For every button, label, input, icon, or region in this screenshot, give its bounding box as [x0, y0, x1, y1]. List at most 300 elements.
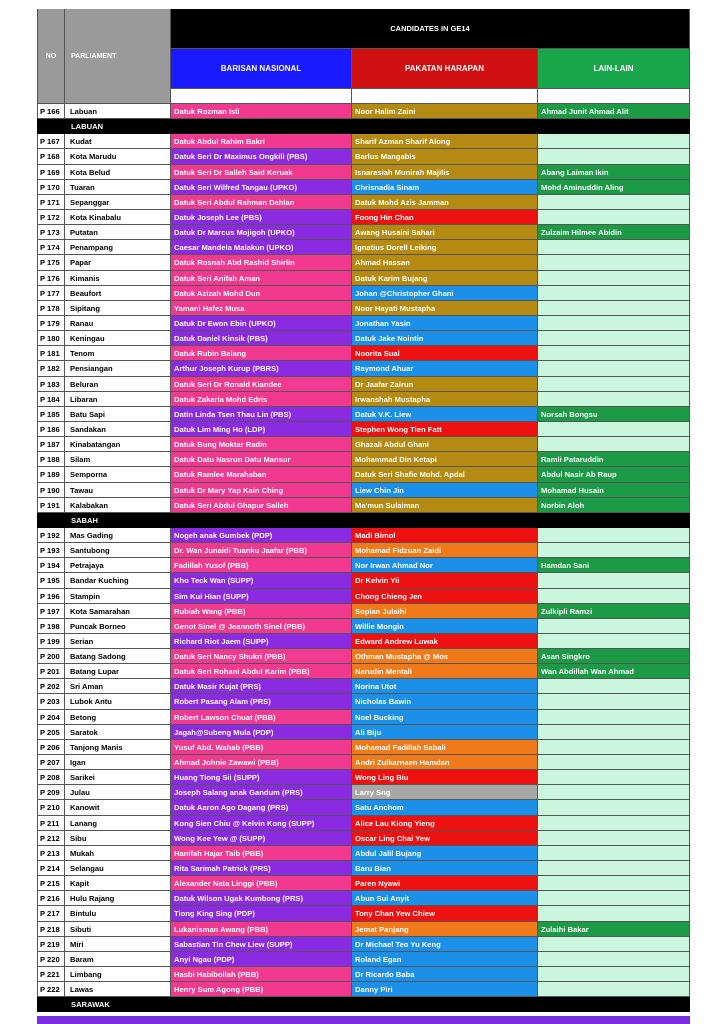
- bn-candidate: Ahmad Johnie Zawawi (PBB): [171, 755, 352, 770]
- parliament-name: Igan: [65, 755, 171, 770]
- bn-candidate: Arthur Joseph Kurup (PBRS): [171, 361, 352, 376]
- bn-candidate: Datuk Seri Nancy Shukri (PBB): [171, 649, 352, 664]
- ph-candidate: Oscar Ling Chai Yew: [352, 831, 538, 846]
- parliament-no: P 177: [37, 286, 65, 301]
- parliament-name: Kimanis: [65, 271, 171, 286]
- other-candidate: [538, 589, 690, 604]
- other-candidate: [538, 679, 690, 694]
- region-label: LABUAN: [71, 122, 104, 132]
- table-row: [37, 165, 690, 180]
- ph-candidate: Noorita Sual: [352, 346, 538, 361]
- bn-candidate: Datuk Seri Wilfred Tangau (UPKO): [171, 180, 352, 195]
- parliament-no: P 220: [37, 952, 65, 967]
- region-label: SABAH: [71, 515, 99, 525]
- bn-candidate: Datuk Seri Dr Maximus Ongkili (PBS): [171, 149, 352, 164]
- other-candidate: [538, 725, 690, 740]
- parliament-name: Betong: [65, 710, 171, 725]
- ph-candidate: Liew Chin Jin: [352, 483, 538, 498]
- table-row: [37, 831, 690, 846]
- parliament-name: Ranau: [65, 316, 171, 331]
- bn-candidate: Datuk Seri Abdul Rahman Dahlan: [171, 195, 352, 210]
- bn-candidate: Datuk Daniel Kinsik (PBS): [171, 331, 352, 346]
- parliament-no: P 221: [37, 967, 65, 982]
- table-row: [37, 149, 690, 164]
- table-row: [37, 452, 690, 467]
- parliament-no: P 185: [37, 407, 65, 422]
- table-row: [37, 589, 690, 604]
- table-row: [37, 573, 690, 588]
- ph-candidate: Abun Sui Anyit: [352, 891, 538, 906]
- ph-candidate: Dr Ricardo Baba: [352, 967, 538, 982]
- table-row: [37, 255, 690, 270]
- ph-candidate: Abdul Jalil Bujang: [352, 846, 538, 861]
- parliament-name: Silam: [65, 452, 171, 467]
- table-row: [37, 483, 690, 498]
- region-label-row: [37, 997, 690, 1012]
- ph-candidate: Ahmad Hassan: [352, 255, 538, 270]
- bn-candidate: Datuk Seri Abdul Ghapur Salleh: [171, 498, 352, 513]
- bn-candidate: Dr. Wan Junaidi Tuanku Jaafar (PBB): [171, 543, 352, 558]
- bn-candidate: Datuk Ramlee Marahaban: [171, 467, 352, 482]
- parliament-no: P 190: [37, 483, 65, 498]
- other-candidate: [538, 240, 690, 255]
- ph-candidate: Tony Chan Yew Chiew: [352, 906, 538, 921]
- ph-candidate: Danny Piri: [352, 982, 538, 997]
- other-candidate: [538, 437, 690, 452]
- table-row: [37, 543, 690, 558]
- table-row: [37, 422, 690, 437]
- other-candidate: [538, 392, 690, 407]
- other-candidate: [538, 422, 690, 437]
- bn-candidate: Datuk Masir Kujat (PRS): [171, 679, 352, 694]
- bn-candidate: Kong Sien Chiu @ Kelvin Kong (SUPP): [171, 816, 352, 831]
- table-row: [37, 922, 690, 937]
- ph-candidate: Datuk Seri Shafie Mohd. Apdal: [352, 467, 538, 482]
- candidates-table: [37, 9, 690, 1012]
- bn-candidate: Datuk Dr Ewon Ebin (UPKO): [171, 316, 352, 331]
- parliament-name: Bandar Kuching: [65, 573, 171, 588]
- bn-candidate: Datuk Dr Marcus Mojigoh (UPKO): [171, 225, 352, 240]
- bn-candidate: Huang Tiong Sii (SUPP): [171, 770, 352, 785]
- parliament-no: P 209: [37, 785, 65, 800]
- other-candidate: Wan Abdillah Wan Ahmad: [538, 664, 690, 679]
- ph-candidate: Ignatius Dorell Leiking: [352, 240, 538, 255]
- bn-candidate: Lukanisman Awang (PBB): [171, 922, 352, 937]
- parliament-no: P 215: [37, 876, 65, 891]
- parliament-no: P 174: [37, 240, 65, 255]
- ph-candidate: Jonathan Yasin: [352, 316, 538, 331]
- ph-candidate: Baru Bian: [352, 861, 538, 876]
- other-candidate: Abdul Nasir Ab Raup: [538, 467, 690, 482]
- other-candidate: [538, 195, 690, 210]
- bn-candidate: Datuk Abdul Rahim Bakri: [171, 134, 352, 149]
- parliament-name: Beluran: [65, 377, 171, 392]
- parliament-no: P 217: [37, 906, 65, 921]
- table-row: [37, 876, 690, 891]
- other-candidate: [538, 876, 690, 891]
- ph-candidate: Narudin Mentali: [352, 664, 538, 679]
- other-candidate: [538, 331, 690, 346]
- parliament-no: P 184: [37, 392, 65, 407]
- bn-candidate: Wong Kee Yew @ (SUPP): [171, 831, 352, 846]
- lain-lain-header: LAIN-LAIN: [538, 49, 690, 89]
- table-row: [37, 710, 690, 725]
- header-spacer-cell: [171, 89, 352, 104]
- bn-candidate: Kho Teck Wan (SUPP): [171, 573, 352, 588]
- bn-candidate: Datuk Zakaria Mohd Edris: [171, 392, 352, 407]
- ph-candidate: Jemat Panjang: [352, 922, 538, 937]
- ph-candidate: Mohamad Fidzuan Zaidi: [352, 543, 538, 558]
- bn-candidate: Datuk Datu Nasrun Datu Mansur: [171, 452, 352, 467]
- parliament-name: Sri Aman: [65, 679, 171, 694]
- table-row: [37, 407, 690, 422]
- bn-candidate: Datin Linda Tsen Thau Lin (PBS): [171, 407, 352, 422]
- other-candidate: [538, 316, 690, 331]
- other-candidate: [538, 831, 690, 846]
- parliament-name: Kapit: [65, 876, 171, 891]
- bn-candidate: Datuk Azizah Mohd Dun: [171, 286, 352, 301]
- table-row: [37, 937, 690, 952]
- ph-candidate: Chong Chieng Jen: [352, 589, 538, 604]
- parliament-no: P 203: [37, 694, 65, 709]
- parliament-no: P 186: [37, 422, 65, 437]
- bn-candidate: Datuk Dr Mary Yap Kain Ching: [171, 483, 352, 498]
- parliament-no: P 180: [37, 331, 65, 346]
- parliament-no: P 222: [37, 982, 65, 997]
- parliament-no: P 211: [37, 816, 65, 831]
- table-row: [37, 301, 690, 316]
- table-row: [37, 286, 690, 301]
- other-candidate: Hamdan Sani: [538, 558, 690, 573]
- ph-candidate: Larry Sng: [352, 785, 538, 800]
- table-row: [37, 225, 690, 240]
- other-candidate: [538, 149, 690, 164]
- parliament-name: Limbang: [65, 967, 171, 982]
- table-row: [37, 316, 690, 331]
- parliament-no: P 179: [37, 316, 65, 331]
- parliament-no: P 171: [37, 195, 65, 210]
- bn-candidate: Rita Sarimah Patrick (PRS): [171, 861, 352, 876]
- other-candidate: [538, 210, 690, 225]
- parliament-no: P 219: [37, 937, 65, 952]
- other-candidate: [538, 634, 690, 649]
- bn-candidate: Datuk Seri Rohani Abdul Karim (PBB): [171, 664, 352, 679]
- parliament-no: P 195: [37, 573, 65, 588]
- other-candidate: [538, 286, 690, 301]
- table-row: [37, 967, 690, 982]
- parliament-name: Stampin: [65, 589, 171, 604]
- parliament-name: Santubong: [65, 543, 171, 558]
- table-row: [37, 331, 690, 346]
- other-candidate: [538, 740, 690, 755]
- ph-candidate: Foong Hin Chan: [352, 210, 538, 225]
- parliament-name: Batu Sapi: [65, 407, 171, 422]
- parliament-name: Saratok: [65, 725, 171, 740]
- other-candidate: [538, 271, 690, 286]
- parliament-no: P 199: [37, 634, 65, 649]
- bn-candidate: Richard Riot Jaem (SUPP): [171, 634, 352, 649]
- other-candidate: [538, 982, 690, 997]
- table-row: [37, 982, 690, 997]
- bn-candidate: Datuk Lim Ming Ho (LDP): [171, 422, 352, 437]
- other-candidate: [538, 770, 690, 785]
- table-row: [37, 649, 690, 664]
- bn-candidate: Datuk Rosnah Abd Rashid Shirlin: [171, 255, 352, 270]
- parliament-name: Puncak Borneo: [65, 619, 171, 634]
- table-body: [37, 104, 690, 1012]
- parliament-no: P 173: [37, 225, 65, 240]
- parliament-name: Kanowit: [65, 800, 171, 815]
- parliament-no: P 200: [37, 649, 65, 664]
- bn-candidate: Robert Lawson Chuat (PBB): [171, 710, 352, 725]
- parliament-no: P 182: [37, 361, 65, 376]
- ph-candidate: Dr Jaafar Zairun: [352, 377, 538, 392]
- other-candidate: Norsah Bongsu: [538, 407, 690, 422]
- other-candidate: Mohamad Husain: [538, 483, 690, 498]
- ph-candidate: Datuk Mohd Azis Jamman: [352, 195, 538, 210]
- ph-candidate: Norina Utot: [352, 679, 538, 694]
- other-candidate: [538, 361, 690, 376]
- parliament-no: P 197: [37, 604, 65, 619]
- other-candidate: [538, 573, 690, 588]
- parliament-no: P 178: [37, 301, 65, 316]
- table-row: [37, 694, 690, 709]
- region-label-row: [37, 119, 690, 134]
- parliament-no: P 191: [37, 498, 65, 513]
- bn-candidate: Yamani Hafez Musa: [171, 301, 352, 316]
- other-candidate: [538, 785, 690, 800]
- other-candidate: [538, 134, 690, 149]
- ph-candidate: Noor Hayati Mustapha: [352, 301, 538, 316]
- bn-candidate: Hanifah Hajar Taib (PBB): [171, 846, 352, 861]
- other-candidate: Norbin Aloh: [538, 498, 690, 513]
- other-candidate: [538, 846, 690, 861]
- table-row: [37, 664, 690, 679]
- other-candidate: Zulaihi Bakar: [538, 922, 690, 937]
- ph-candidate: Noor Halim Zaini: [352, 104, 538, 119]
- other-candidate: [538, 952, 690, 967]
- parliament-name: Penampang: [65, 240, 171, 255]
- ph-candidate: Datuk Karim Bujang: [352, 271, 538, 286]
- table-row: [37, 679, 690, 694]
- bn-candidate: Datuk Seri Dr Ronald Kiandee: [171, 377, 352, 392]
- bn-candidate: Alexander Nata Linggi (PBB): [171, 876, 352, 891]
- parliament-name: Mas Gading: [65, 528, 171, 543]
- parliament-name: Miri: [65, 937, 171, 952]
- bn-candidate: Datuk Joseph Lee (PBS): [171, 210, 352, 225]
- ph-candidate: Ali Biju: [352, 725, 538, 740]
- parliament-name: Kalabakan: [65, 498, 171, 513]
- ph-candidate: Nor Irwan Ahmad Nor: [352, 558, 538, 573]
- bn-candidate: Joseph Salang anak Gandum (PRS): [171, 785, 352, 800]
- other-candidate: Ramli Pataruddin: [538, 452, 690, 467]
- ph-candidate: Johan @Christopher Ghani: [352, 286, 538, 301]
- parliament-no: P 213: [37, 846, 65, 861]
- parliament-name: Kudat: [65, 134, 171, 149]
- ph-candidate: Datuk V.K. Liew: [352, 407, 538, 422]
- parliament-name: Semporna: [65, 467, 171, 482]
- parliament-no: P 187: [37, 437, 65, 452]
- table-row: [37, 740, 690, 755]
- other-candidate: [538, 891, 690, 906]
- other-candidate: Zulkipli Ramzi: [538, 604, 690, 619]
- table-row: [37, 134, 690, 149]
- table-row: [37, 619, 690, 634]
- ph-candidate: Roland Egan: [352, 952, 538, 967]
- ph-candidate: Edward Andrew Luwak: [352, 634, 538, 649]
- parliament-no: P 189: [37, 467, 65, 482]
- bn-candidate: Datuk Seri Anifah Aman: [171, 271, 352, 286]
- ph-candidate: Noel Bucking: [352, 710, 538, 725]
- ph-candidate: Awang Husaini Sahari: [352, 225, 538, 240]
- parliament-no: P 206: [37, 740, 65, 755]
- parliament-no: P 176: [37, 271, 65, 286]
- parliament-name: Beaufort: [65, 286, 171, 301]
- bn-candidate: Sabastian Tin Chew Liew (SUPP): [171, 937, 352, 952]
- table-row: [37, 816, 690, 831]
- table-row: [37, 180, 690, 195]
- parliament-name: Sarikei: [65, 770, 171, 785]
- other-candidate: [538, 346, 690, 361]
- other-candidate: [538, 543, 690, 558]
- parliament-no: P 204: [37, 710, 65, 725]
- parliament-no: P 202: [37, 679, 65, 694]
- bn-candidate: Tiong King Sing (PDP): [171, 906, 352, 921]
- table-row: [37, 392, 690, 407]
- table-row: [37, 604, 690, 619]
- parliament-name: Tuaran: [65, 180, 171, 195]
- parliament-name: Baram: [65, 952, 171, 967]
- parliament-name: Putatan: [65, 225, 171, 240]
- other-candidate: [538, 301, 690, 316]
- parliament-name: Sepanggar: [65, 195, 171, 210]
- parliament-no: P 198: [37, 619, 65, 634]
- ph-candidate: Ghazali Abdul Ghani: [352, 437, 538, 452]
- ph-candidate: Dr Kelvin Yii: [352, 573, 538, 588]
- parliament-name: Kinabatangan: [65, 437, 171, 452]
- parliament-no: P 192: [37, 528, 65, 543]
- parliament-no: P 168: [37, 149, 65, 164]
- parliament-no: P 212: [37, 831, 65, 846]
- parliament-no: P 196: [37, 589, 65, 604]
- bn-candidate: Anyi Ngau (PDP): [171, 952, 352, 967]
- region-label: SARAWAK: [71, 1000, 110, 1010]
- table-row: [37, 437, 690, 452]
- ph-candidate: Chrisnadia Sinam: [352, 180, 538, 195]
- parliament-name: Kota Samarahan: [65, 604, 171, 619]
- ph-candidate: Nicholas Bawin: [352, 694, 538, 709]
- bn-candidate: Jagah@Subeng Mula (PDP): [171, 725, 352, 740]
- other-candidate: Abang Laiman Ikin: [538, 165, 690, 180]
- parliament-no: P 183: [37, 377, 65, 392]
- parliament-name: Hulu Rajang: [65, 891, 171, 906]
- bn-candidate: Robert Pasang Alam (PRS): [171, 694, 352, 709]
- parliament-no: P 205: [37, 725, 65, 740]
- parliament-no: P 170: [37, 180, 65, 195]
- ph-candidate: Sharif Azman Sharif Along: [352, 134, 538, 149]
- bn-candidate: Datuk Seri Dr Salleh Said Keruak: [171, 165, 352, 180]
- table-row: [37, 846, 690, 861]
- parliament-name: Tenom: [65, 346, 171, 361]
- table-row: [37, 725, 690, 740]
- other-candidate: [538, 619, 690, 634]
- no-column-header: NO: [37, 9, 65, 104]
- parliament-no: P 210: [37, 800, 65, 815]
- other-candidate: [538, 710, 690, 725]
- bn-candidate: Yusuf Abd. Wahab (PBB): [171, 740, 352, 755]
- parliament-name: Selangau: [65, 861, 171, 876]
- other-candidate: Zulzaim Hilmee Abidin: [538, 225, 690, 240]
- next-section-bar: [37, 1016, 690, 1024]
- parliament-name: Bintulu: [65, 906, 171, 921]
- table-header-top: [37, 9, 690, 60]
- parliament-no: P 169: [37, 165, 65, 180]
- parliament-name: Keningau: [65, 331, 171, 346]
- table-row: [37, 861, 690, 876]
- parliament-name: Lanang: [65, 816, 171, 831]
- table-row: [37, 770, 690, 785]
- table-row: [37, 891, 690, 906]
- other-candidate: [538, 255, 690, 270]
- table-row: [37, 755, 690, 770]
- parliament-no: P 193: [37, 543, 65, 558]
- ph-candidate: Dr Michael Teo Yu Keng: [352, 937, 538, 952]
- pakatan-harapan-header: PAKATAN HARAPAN: [352, 49, 538, 89]
- bn-candidate: Datuk Rozman Isli: [171, 104, 352, 119]
- bn-candidate: Datuk Wilson Ugak Kumbong (PRS): [171, 891, 352, 906]
- parliament-name: Sibuti: [65, 922, 171, 937]
- other-candidate: Asan Singkro: [538, 649, 690, 664]
- parliament-no: P 208: [37, 770, 65, 785]
- parliament-column-header: PARLIAMENT: [65, 9, 171, 104]
- ph-candidate: Willie Mongin: [352, 619, 538, 634]
- ph-candidate: Mohamad Fadillah Sabali: [352, 740, 538, 755]
- ph-candidate: Stephen Wong Tien Fatt: [352, 422, 538, 437]
- other-candidate: [538, 906, 690, 921]
- bn-candidate: Datuk Bung Moktar Radin: [171, 437, 352, 452]
- parliament-name: Sandakan: [65, 422, 171, 437]
- bn-candidate: Fadillah Yusof (PBB): [171, 558, 352, 573]
- ph-candidate: Raymond Ahuar: [352, 361, 538, 376]
- table-row: [37, 952, 690, 967]
- ph-candidate: Alice Lau Kiong Yieng: [352, 816, 538, 831]
- parliament-name: Kota Belud: [65, 165, 171, 180]
- parliament-name: Sipitang: [65, 301, 171, 316]
- table-row: [37, 240, 690, 255]
- parliament-name: Petrajaya: [65, 558, 171, 573]
- ph-candidate: Barlus Mangabis: [352, 149, 538, 164]
- other-candidate: [538, 755, 690, 770]
- ph-candidate: Othman Mustapha @ Mos: [352, 649, 538, 664]
- ph-candidate: Andri Zulkarnaen Hamdan: [352, 755, 538, 770]
- parliament-no: P 167: [37, 134, 65, 149]
- other-candidate: [538, 528, 690, 543]
- table-row: [37, 498, 690, 513]
- ph-candidate: Satu Anchom: [352, 800, 538, 815]
- barisan-nasional-header: BARISAN NASIONAL: [171, 49, 352, 89]
- parliament-name: Lubok Antu: [65, 694, 171, 709]
- ph-candidate: Sopian Julaihi: [352, 604, 538, 619]
- table-row: [37, 528, 690, 543]
- parliament-no: P 175: [37, 255, 65, 270]
- table-row: [37, 195, 690, 210]
- table-row: [37, 271, 690, 286]
- table-row: [37, 104, 690, 119]
- ph-candidate: Paren Nyawi: [352, 876, 538, 891]
- parliament-no: P 181: [37, 346, 65, 361]
- parliament-no: P 214: [37, 861, 65, 876]
- bn-candidate: Henry Sum Agong (PBB): [171, 982, 352, 997]
